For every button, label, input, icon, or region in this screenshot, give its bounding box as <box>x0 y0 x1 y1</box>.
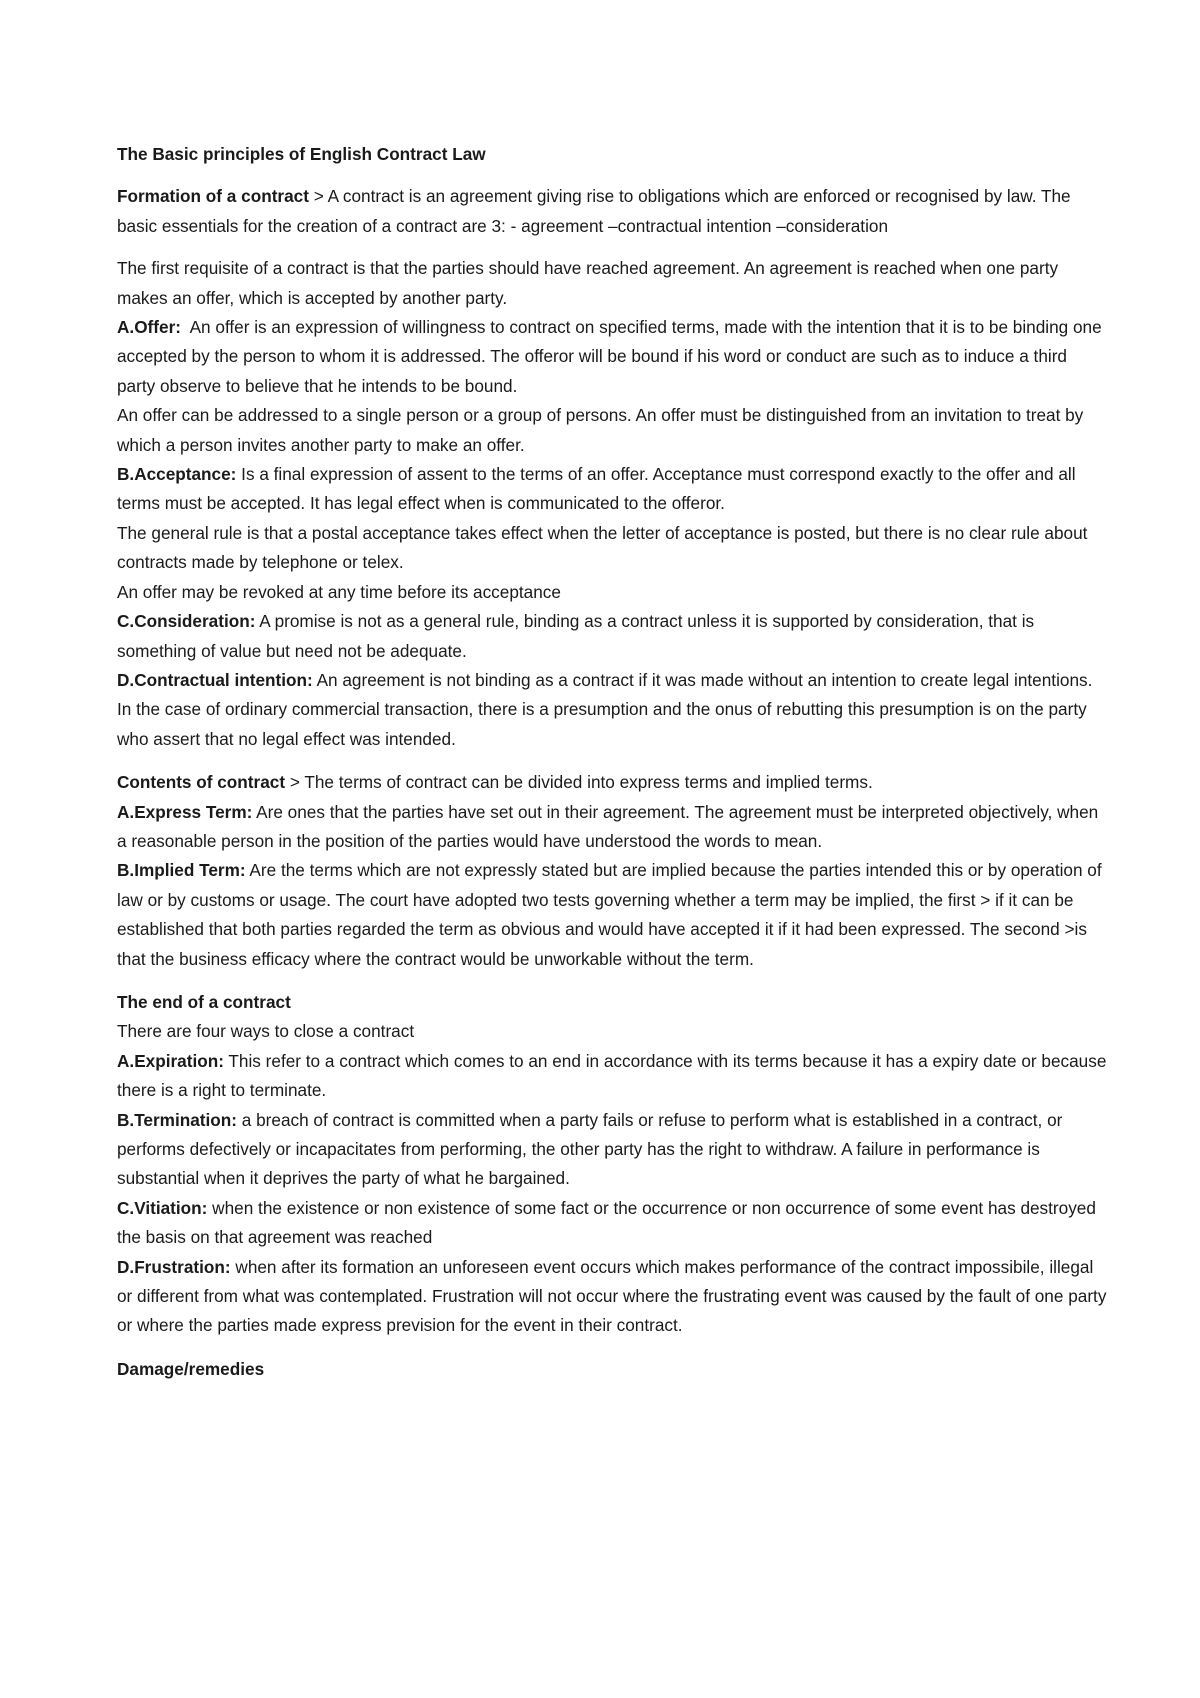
implied-term-text: Are the terms which are not expressly stated but are implied because the parties intended this or by operation of law or by customs or usage. The court have adopted two tests governing whether a term may be implied, the first > if it can be established that both parties regarded the term as obvious and would have accepted it if it had been expressed. The second >is that the business efficacy where the contract would be unworkable without the term. <box>117 860 1102 969</box>
contents-heading: Contents of contract <box>117 772 286 793</box>
expiration-label: A.Expiration: <box>117 1050 224 1071</box>
termination-text: a breach of contract is committed when a party fails or refuse to perform what is established in a contract, or performs defectively or incapacitates from performing, the other party has the right to withdraw. A failure in performance is substantial when it deprives the party of what he bargained. <box>117 1109 1063 1189</box>
offer-addressed-paragraph: An offer can be addressed to a single person or a group of persons. An offer must be distinguished from an invitation to treat by which a person invites another party to make an offer. <box>117 405 1084 455</box>
offer-paragraph <box>117 313 1107 401</box>
end-heading <box>117 988 1107 1017</box>
vitiation-label: C.Vitiation: <box>117 1197 208 1218</box>
formation-text: > A contract is an agreement giving rise to obligations which are enforced or recognised by law. The basic essentials for the creation of a contract are 3: - agreement –contractual intention –consideration <box>117 186 1071 236</box>
frustration-text: when after its formation an unforeseen event occurs which makes performance of the contract impossibile, illegal or different from what was contemplated. Frustration will not occur where the frustrating event was caused by the fault of one party or where the parties made express prevision for the event in their contract. <box>117 1256 1107 1336</box>
damage-heading <box>117 1355 1107 1384</box>
contractual-intention-paragraph <box>117 666 1107 754</box>
postal-rule-paragraph: The general rule is that a postal acceptance takes effect when the letter of acceptance is posted, but there is no clear rule about contracts made by telephone or telex. <box>117 522 1088 573</box>
vitiation-paragraph <box>117 1194 1107 1253</box>
consideration-text: A promise is not as a general rule, binding as a contract unless it is supported by consideration, that is something of value but need not be adequate. <box>117 611 1035 661</box>
consideration-paragraph <box>117 607 1107 666</box>
damage-heading-text: Damage/remedies <box>117 1358 265 1379</box>
termination-label: B.Termination: <box>117 1109 237 1130</box>
revoked-paragraph: An offer may be revoked at any time before its acceptance <box>117 581 561 602</box>
end-intro-paragraph: There are four ways to close a contract <box>117 1021 415 1042</box>
formation-heading: Formation of a contract <box>117 186 309 207</box>
express-term-text: Are ones that the parties have set out in their agreement. The agreement must be interpreted objectively, when a reasonable person in the position of the parties would have understood the words to mean. <box>117 801 1099 851</box>
acceptance-label: B.Acceptance: <box>117 464 237 485</box>
contractual-intention-label: D.Contractual intention: <box>117 669 313 690</box>
acceptance-paragraph <box>117 460 1107 519</box>
consideration-label: C.Consideration: <box>117 611 256 632</box>
implied-term-label: B.Implied Term: <box>117 860 246 881</box>
agreement-intro-paragraph: The first requisite of a contract is that the parties should have reached agreement. An agreement is reached when one party makes an offer, which is accepted by another party. <box>117 258 1059 308</box>
frustration-label: D.Frustration: <box>117 1256 231 1277</box>
document-title: The Basic principles of English Contract Law <box>117 144 486 164</box>
formation-paragraph <box>117 182 1107 241</box>
offer-label: A.Offer: <box>117 317 181 338</box>
express-term-label: A.Express Term: <box>117 801 253 822</box>
contents-paragraph <box>117 768 1107 797</box>
contractual-intention-text: An agreement is not binding as a contract if it was made without an intention to create legal intentions. In the case of ordinary commercial transaction, there is a presumption and the onus of rebutting this presumption is on the party who assert that no legal effect was intended. <box>117 669 1093 749</box>
expiration-paragraph <box>117 1047 1107 1106</box>
vitiation-text: when the existence or non existence of some fact or the occurrence or non occurrence of some event has destroyed the basis on that agreement was reached <box>117 1197 1096 1248</box>
expiration-text: This refer to a contract which comes to an end in accordance with its terms because it has a expiry date or because there is a right to terminate. <box>117 1050 1107 1101</box>
implied-term-paragraph <box>117 856 1107 974</box>
frustration-paragraph <box>117 1253 1107 1341</box>
document-page <box>117 140 1107 1384</box>
offer-text: An offer is an expression of willingness to contract on specified terms, made with the intention that it is to be binding one accepted by the person to whom it is addressed. The offeror will be bound if his word or conduct are such as to induce a third party observe to believe that he intends to be bound. <box>117 317 1107 396</box>
acceptance-text: Is a final expression of assent to the terms of an offer. Acceptance must correspond exactly to the offer and all terms must be accepted. It has legal effect when is communicated to the offeror. <box>117 464 1076 514</box>
express-term-paragraph <box>117 798 1107 857</box>
end-heading-text: The end of a contract <box>117 991 291 1012</box>
termination-paragraph <box>117 1106 1107 1194</box>
contents-text: > The terms of contract can be divided into express terms and implied terms. <box>285 772 873 793</box>
